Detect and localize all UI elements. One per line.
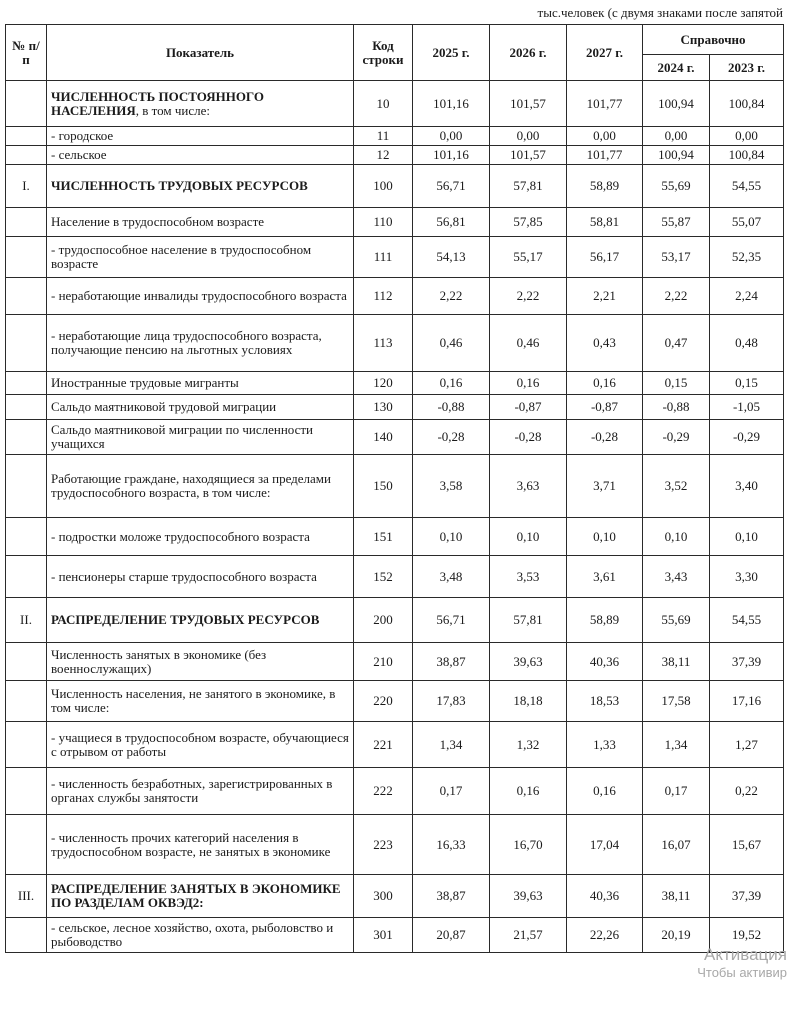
value-2027: 56,17 bbox=[567, 237, 643, 278]
row-number bbox=[6, 518, 47, 556]
row-number bbox=[6, 81, 47, 127]
indicator-text: Сальдо маятниковой трудовой миграции bbox=[51, 399, 277, 414]
value-2024: 3,52 bbox=[643, 455, 710, 518]
value-2025: 56,81 bbox=[413, 208, 490, 237]
value-2025: 0,10 bbox=[413, 518, 490, 556]
value-2024: 55,87 bbox=[643, 208, 710, 237]
header-reference: Справочно bbox=[643, 25, 784, 55]
value-2024: 0,00 bbox=[643, 127, 710, 146]
value-2023: 3,40 bbox=[710, 455, 784, 518]
value-2027: 3,61 bbox=[567, 556, 643, 598]
value-2027: 0,16 bbox=[567, 768, 643, 815]
row-number bbox=[6, 918, 47, 953]
indicator-text: - сельское, лесное хозяйство, охота, рыболовство и рыбоводство bbox=[51, 920, 334, 949]
indicator-text: - численность безработных, зарегистрированных в органах службы занятости bbox=[51, 776, 333, 805]
value-2024: -0,29 bbox=[643, 420, 710, 455]
value-2025: 3,58 bbox=[413, 455, 490, 518]
row-number bbox=[6, 237, 47, 278]
row-code: 12 bbox=[354, 146, 413, 165]
value-2025: 2,22 bbox=[413, 278, 490, 315]
watermark-line-1: Активация bbox=[704, 945, 787, 964]
value-2024: 100,94 bbox=[643, 146, 710, 165]
value-2027: 0,16 bbox=[567, 372, 643, 395]
value-2024: 0,17 bbox=[643, 768, 710, 815]
indicator-text: - пенсионеры старше трудоспособного возраста bbox=[51, 568, 317, 584]
row-indicator bbox=[47, 315, 354, 372]
row-indicator bbox=[47, 165, 354, 208]
value-2023: 19,52 bbox=[710, 918, 784, 953]
indicator-text: - подростки моложе трудоспособного возраста bbox=[51, 528, 310, 544]
value-2026: 0,00 bbox=[490, 127, 567, 146]
table-row bbox=[6, 455, 784, 518]
table-row bbox=[6, 278, 784, 315]
indicator-text: - численность прочих категорий населения в трудоспособном возрасте, не занятых в экономике bbox=[51, 829, 331, 859]
indicator-text: РАСПРЕДЕЛЕНИЕ ТРУДОВЫХ РЕСУРСОВ bbox=[51, 612, 320, 627]
table-row bbox=[6, 315, 784, 372]
value-2024: 55,69 bbox=[643, 598, 710, 643]
value-2024: 1,34 bbox=[643, 722, 710, 768]
row-number bbox=[6, 278, 47, 315]
indicator-text: - городское bbox=[51, 128, 114, 143]
row-indicator bbox=[47, 208, 354, 237]
value-2023: 1,27 bbox=[710, 722, 784, 768]
row-indicator bbox=[47, 146, 354, 165]
header-2024: 2024 г. bbox=[643, 55, 710, 81]
value-2027: 0,43 bbox=[567, 315, 643, 372]
value-2027: 58,81 bbox=[567, 208, 643, 237]
value-2026: 57,81 bbox=[490, 165, 567, 208]
value-2027: 101,77 bbox=[567, 146, 643, 165]
row-number bbox=[6, 127, 47, 146]
row-number bbox=[6, 420, 47, 455]
row-indicator bbox=[47, 455, 354, 518]
row-code: 222 bbox=[354, 768, 413, 815]
row-number: II. bbox=[6, 598, 47, 643]
table-row bbox=[6, 518, 784, 556]
row-indicator bbox=[47, 681, 354, 722]
row-indicator bbox=[47, 598, 354, 643]
table-row bbox=[6, 420, 784, 455]
row-indicator bbox=[47, 278, 354, 315]
value-2027: 58,89 bbox=[567, 165, 643, 208]
value-2024: 0,47 bbox=[643, 315, 710, 372]
value-2025: 56,71 bbox=[413, 598, 490, 643]
row-number bbox=[6, 643, 47, 681]
value-2023: 55,07 bbox=[710, 208, 784, 237]
value-2027: 0,10 bbox=[567, 518, 643, 556]
value-2026: 1,32 bbox=[490, 722, 567, 768]
indicator-text: Сальдо маятниковой миграции по численности учащихся bbox=[51, 422, 314, 451]
value-2025: 20,87 bbox=[413, 918, 490, 953]
row-code: 210 bbox=[354, 643, 413, 681]
row-number bbox=[6, 146, 47, 165]
table-row bbox=[6, 722, 784, 768]
row-code: 120 bbox=[354, 372, 413, 395]
value-2023: 37,39 bbox=[710, 643, 784, 681]
table-row bbox=[6, 556, 784, 598]
header-2026: 2026 г. bbox=[490, 25, 567, 81]
row-code: 151 bbox=[354, 518, 413, 556]
row-indicator bbox=[47, 875, 354, 918]
value-2026: 3,53 bbox=[490, 556, 567, 598]
row-code: 301 bbox=[354, 918, 413, 953]
value-2026: 3,63 bbox=[490, 455, 567, 518]
header-2027: 2027 г. bbox=[567, 25, 643, 81]
row-number bbox=[6, 208, 47, 237]
indicator-text: - учащиеся в трудоспособном возрасте, обучающиеся с отрывом от работы bbox=[51, 729, 349, 759]
indicator-text: - неработающие лица трудоспособного возраста, получающие пенсию на льготных условиях bbox=[51, 328, 322, 357]
labor-resources-table bbox=[5, 24, 784, 953]
row-number bbox=[6, 372, 47, 395]
row-code: 130 bbox=[354, 395, 413, 420]
value-2023: 2,24 bbox=[710, 278, 784, 315]
value-2027: 17,04 bbox=[567, 815, 643, 875]
value-2024: 16,07 bbox=[643, 815, 710, 875]
row-code: 10 bbox=[354, 81, 413, 127]
table-row bbox=[6, 81, 784, 127]
value-2025: 38,87 bbox=[413, 643, 490, 681]
value-2025: 17,83 bbox=[413, 681, 490, 722]
value-2025: 101,16 bbox=[413, 146, 490, 165]
indicator-text: Численность населения, не занятого в экономике, в том числе: bbox=[51, 686, 336, 715]
indicator-text: ЧИСЛЕННОСТЬ ПОСТОЯННОГО НАСЕЛЕНИЯ bbox=[51, 88, 264, 118]
header-number: № п/п bbox=[6, 25, 47, 81]
value-2024: -0,88 bbox=[643, 395, 710, 420]
row-indicator bbox=[47, 643, 354, 681]
row-code: 300 bbox=[354, 875, 413, 918]
value-2026: 57,81 bbox=[490, 598, 567, 643]
value-2023: 52,35 bbox=[710, 237, 784, 278]
value-2025: 0,00 bbox=[413, 127, 490, 146]
value-2026: 18,18 bbox=[490, 681, 567, 722]
value-2023: 0,15 bbox=[710, 372, 784, 395]
value-2027: 101,77 bbox=[567, 81, 643, 127]
value-2024: 0,15 bbox=[643, 372, 710, 395]
table-row bbox=[6, 127, 784, 146]
indicator-text: ЧИСЛЕННОСТЬ ТРУДОВЫХ РЕСУРСОВ bbox=[51, 178, 308, 193]
row-number bbox=[6, 768, 47, 815]
value-2023: 3,30 bbox=[710, 556, 784, 598]
row-indicator bbox=[47, 556, 354, 598]
value-2026: -0,28 bbox=[490, 420, 567, 455]
row-code: 100 bbox=[354, 165, 413, 208]
value-2023: 0,10 bbox=[710, 518, 784, 556]
value-2024: 53,17 bbox=[643, 237, 710, 278]
value-2023: 54,55 bbox=[710, 165, 784, 208]
value-2024: 2,22 bbox=[643, 278, 710, 315]
activation-watermark bbox=[697, 946, 787, 982]
indicator-text: Население в трудоспособном возрасте bbox=[51, 214, 265, 229]
value-2027: 2,21 bbox=[567, 278, 643, 315]
value-2025: 0,46 bbox=[413, 315, 490, 372]
row-code: 140 bbox=[354, 420, 413, 455]
value-2027: 22,26 bbox=[567, 918, 643, 953]
row-code: 110 bbox=[354, 208, 413, 237]
value-2026: 39,63 bbox=[490, 643, 567, 681]
row-code: 112 bbox=[354, 278, 413, 315]
row-indicator bbox=[47, 815, 354, 875]
value-2027: 40,36 bbox=[567, 643, 643, 681]
row-code: 11 bbox=[354, 127, 413, 146]
value-2023: 100,84 bbox=[710, 81, 784, 127]
value-2027: 1,33 bbox=[567, 722, 643, 768]
value-2025: 56,71 bbox=[413, 165, 490, 208]
row-number bbox=[6, 815, 47, 875]
row-indicator bbox=[47, 81, 354, 127]
indicator-text: Численность занятых в экономике (без военнослужащих) bbox=[51, 646, 267, 676]
value-2026: 0,16 bbox=[490, 768, 567, 815]
indicator-text: - трудоспособное население в трудоспособном возрасте bbox=[51, 242, 312, 271]
table-row bbox=[6, 237, 784, 278]
value-2025: 38,87 bbox=[413, 875, 490, 918]
value-2023: 54,55 bbox=[710, 598, 784, 643]
value-2025: 101,16 bbox=[413, 81, 490, 127]
value-2026: 21,57 bbox=[490, 918, 567, 953]
row-number: III. bbox=[6, 875, 47, 918]
value-2025: -0,28 bbox=[413, 420, 490, 455]
row-code: 221 bbox=[354, 722, 413, 768]
value-2023: 15,67 bbox=[710, 815, 784, 875]
row-indicator bbox=[47, 918, 354, 953]
value-2025: 16,33 bbox=[413, 815, 490, 875]
table-row bbox=[6, 146, 784, 165]
value-2026: 16,70 bbox=[490, 815, 567, 875]
row-number bbox=[6, 681, 47, 722]
value-2024: 17,58 bbox=[643, 681, 710, 722]
value-2025: 54,13 bbox=[413, 237, 490, 278]
value-2024: 38,11 bbox=[643, 875, 710, 918]
table-row bbox=[6, 395, 784, 420]
value-2025: 3,48 bbox=[413, 556, 490, 598]
watermark-line-2: Чтобы активир bbox=[697, 965, 787, 980]
row-number: I. bbox=[6, 165, 47, 208]
table-row bbox=[6, 598, 784, 643]
row-code: 150 bbox=[354, 455, 413, 518]
row-indicator bbox=[47, 395, 354, 420]
indicator-text: РАСПРЕДЕЛЕНИЕ ЗАНЯТЫХ В ЭКОНОМИКЕ ПО РАЗДЕЛАМ ОКВЭД2: bbox=[51, 881, 341, 910]
value-2027: -0,87 bbox=[567, 395, 643, 420]
value-2025: -0,88 bbox=[413, 395, 490, 420]
value-2026: -0,87 bbox=[490, 395, 567, 420]
value-2027: 40,36 bbox=[567, 875, 643, 918]
row-code: 152 bbox=[354, 556, 413, 598]
table-row bbox=[6, 165, 784, 208]
table-row bbox=[6, 681, 784, 722]
value-2026: 55,17 bbox=[490, 237, 567, 278]
value-2027: 0,00 bbox=[567, 127, 643, 146]
header-2023: 2023 г. bbox=[710, 55, 784, 81]
header-2025: 2025 г. bbox=[413, 25, 490, 81]
header-code: Код строки bbox=[354, 25, 413, 81]
row-number bbox=[6, 556, 47, 598]
table-row bbox=[6, 643, 784, 681]
row-code: 111 bbox=[354, 237, 413, 278]
value-2024: 100,94 bbox=[643, 81, 710, 127]
value-2026: 57,85 bbox=[490, 208, 567, 237]
value-2026: 0,46 bbox=[490, 315, 567, 372]
row-indicator bbox=[47, 768, 354, 815]
row-code: 223 bbox=[354, 815, 413, 875]
value-2024: 20,19 bbox=[643, 918, 710, 953]
indicator-text: - неработающие инвалиды трудоспособного возраста bbox=[51, 288, 347, 303]
row-number bbox=[6, 455, 47, 518]
value-2026: 101,57 bbox=[490, 146, 567, 165]
table-row bbox=[6, 815, 784, 875]
value-2027: -0,28 bbox=[567, 420, 643, 455]
value-2025: 1,34 bbox=[413, 722, 490, 768]
value-2023: 0,48 bbox=[710, 315, 784, 372]
value-2027: 58,89 bbox=[567, 598, 643, 643]
value-2023: 37,39 bbox=[710, 875, 784, 918]
row-indicator bbox=[47, 722, 354, 768]
value-2023: 17,16 bbox=[710, 681, 784, 722]
table-row bbox=[6, 372, 784, 395]
value-2023: 0,00 bbox=[710, 127, 784, 146]
row-number bbox=[6, 395, 47, 420]
row-number bbox=[6, 315, 47, 372]
table-row bbox=[6, 208, 784, 237]
unit-note: тыс.человек (с двумя знаками после запятой bbox=[537, 5, 783, 20]
value-2024: 3,43 bbox=[643, 556, 710, 598]
row-code: 200 bbox=[354, 598, 413, 643]
indicator-suffix: , в том числе: bbox=[135, 102, 210, 118]
indicator-text: Работающие граждане, находящиеся за пределами трудоспособного возраста, в том числе: bbox=[51, 471, 331, 500]
row-indicator bbox=[47, 420, 354, 455]
row-code: 113 bbox=[354, 315, 413, 372]
value-2024: 0,10 bbox=[643, 518, 710, 556]
value-2023: 100,84 bbox=[710, 146, 784, 165]
value-2026: 39,63 bbox=[490, 875, 567, 918]
row-code: 220 bbox=[354, 681, 413, 722]
row-indicator bbox=[47, 237, 354, 278]
value-2023: -0,29 bbox=[710, 420, 784, 455]
value-2027: 3,71 bbox=[567, 455, 643, 518]
value-2025: 0,16 bbox=[413, 372, 490, 395]
row-indicator bbox=[47, 518, 354, 556]
value-2024: 38,11 bbox=[643, 643, 710, 681]
row-indicator bbox=[47, 372, 354, 395]
value-2026: 101,57 bbox=[490, 81, 567, 127]
value-2023: -1,05 bbox=[710, 395, 784, 420]
value-2024: 55,69 bbox=[643, 165, 710, 208]
value-2027: 18,53 bbox=[567, 681, 643, 722]
value-2026: 0,16 bbox=[490, 372, 567, 395]
row-indicator bbox=[47, 127, 354, 146]
header-indicator: Показатель bbox=[47, 25, 354, 81]
value-2026: 0,10 bbox=[490, 518, 567, 556]
value-2026: 2,22 bbox=[490, 278, 567, 315]
table-row bbox=[6, 768, 784, 815]
value-2023: 0,22 bbox=[710, 768, 784, 815]
indicator-text: - сельское bbox=[51, 147, 107, 162]
table-row bbox=[6, 875, 784, 918]
row-number bbox=[6, 722, 47, 768]
value-2025: 0,17 bbox=[413, 768, 490, 815]
table-row bbox=[6, 918, 784, 953]
indicator-text: Иностранные трудовые мигранты bbox=[51, 375, 239, 390]
